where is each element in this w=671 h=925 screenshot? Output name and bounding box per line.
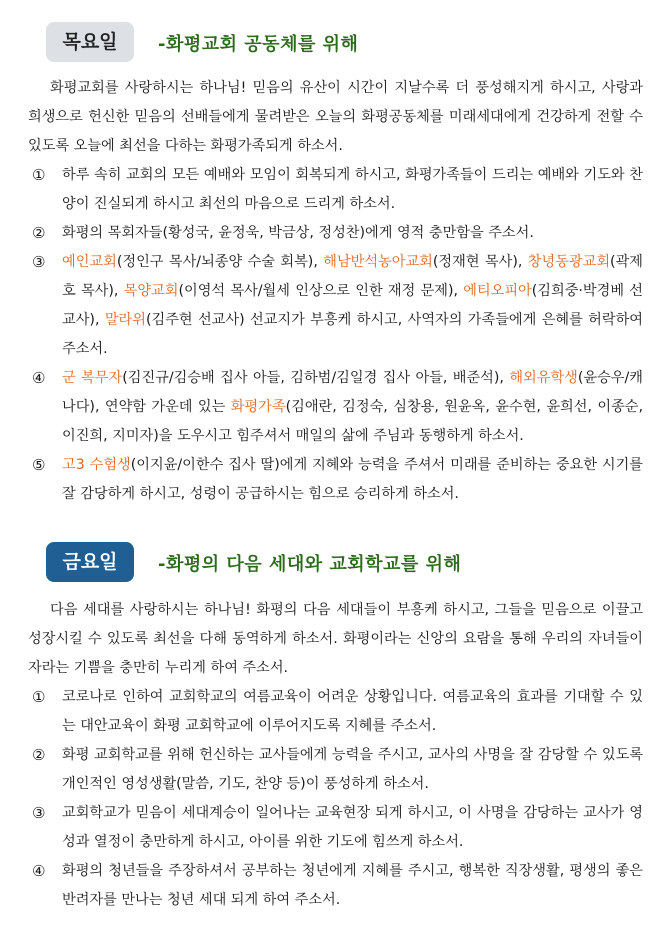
item-text: (정인구 목사/뇌종양 수술 회복), xyxy=(116,254,324,270)
item-text: (김진규/김승배 집사 아들, 김하범/김일경 집사 아들, 배준석), xyxy=(122,370,510,386)
highlighted-name: 창녕동광교회 xyxy=(527,254,611,270)
prayer-list xyxy=(28,683,643,915)
item-number: ④ xyxy=(32,862,46,880)
prayer-item xyxy=(28,364,643,451)
highlighted-name: 목양교회 xyxy=(123,283,179,299)
item-text: (이영석 목사/월세 인상으로 인한 재정 문제), xyxy=(178,283,464,299)
highlighted-name: 에티오피아 xyxy=(463,283,532,299)
item-text: (윤승우/캐나다), 연약함 가운데 있는 xyxy=(62,370,643,415)
item-text: 화평의 목회자들(황성국, 윤정욱, 박금상, 정성찬)에게 영적 충만함을 주소서. xyxy=(62,225,534,241)
thursday-section xyxy=(0,22,671,509)
section-title: -화평교회 공동체를 위해 xyxy=(158,34,359,55)
item-text: 교회학교가 믿음이 세대계승이 일어나는 교육현장 되게 하시고, 이 사명을 감당하는 교사가 영성과 열정이 충만하게 하시고, 아이를 위한 기도에 힘쓰게 하소서. xyxy=(62,805,643,850)
intro-paragraph: 화평교회를 사랑하시는 하나님! 믿음의 유산이 시간이 지날수록 더 풍성해지게 하시고, 사랑과 희생으로 헌신한 믿음의 선배들에게 물려받은 오늘의 화평공동체를 미래세대에게 건강하게 전할 수 있도록 오늘에 최선을 다하는 화평가족되게 하소서. xyxy=(28,80,643,154)
item-text: (곽제호 목사), xyxy=(62,254,643,299)
prayer-list xyxy=(28,161,643,509)
section-header xyxy=(0,542,671,586)
item-number: ④ xyxy=(32,369,46,387)
prayer-item xyxy=(28,248,643,364)
friday-section xyxy=(0,542,671,915)
item-text: (김희중·박경베 선교사), xyxy=(62,283,643,328)
item-number: ③ xyxy=(32,253,46,271)
highlighted-name: 해외유학생 xyxy=(509,370,578,386)
day-badge: 목요일 xyxy=(46,22,134,62)
item-text: 하루 속히 교회의 모든 예배와 모임이 회복되게 하시고, 화평가족들이 드리는 예배와 기도와 찬양이 진실되게 하시고 최선의 마음으로 드리게 하소서. xyxy=(62,167,643,212)
item-text: (김애란, 김정숙, 심창용, 원윤옥, 윤수현, 윤희선, 이종순, 이진희, 지미자)을 도우시고 힘주셔서 매일의 삶에 주님과 동행하게 하소서. xyxy=(62,399,643,444)
item-number: ② xyxy=(32,746,46,764)
item-text: 코로나로 인하여 교회학교의 여름교육이 어려운 상황입니다. 여름교육의 효과를 기대할 수 있는 대안교육이 화평 교회학교에 이루어지도록 지혜를 주소서. xyxy=(62,689,643,734)
prayer-item xyxy=(28,799,643,857)
highlighted-name: 예인교회 xyxy=(62,254,117,270)
item-number: ① xyxy=(32,688,46,706)
item-number: ③ xyxy=(32,804,46,822)
item-text: (정재현 목사), xyxy=(432,254,528,270)
day-badge: 금요일 xyxy=(46,542,134,582)
prayer-item xyxy=(28,683,643,741)
section-body xyxy=(0,74,671,509)
intro-paragraph: 다음 세대를 사랑하시는 하나님! 화평의 다음 세대들이 부흥케 하시고, 그들을 믿음으로 이끌고 성장시킬 수 있도록 최선을 다해 동역하게 하소서. 화평이라는 신앙의 요람을 통해 우리의 자녀들이 자라는 기쁨을 충만히 누리게 하여 주소서. xyxy=(28,602,643,676)
item-number: ① xyxy=(32,166,46,184)
prayer-item xyxy=(28,161,643,219)
item-text: (이지윤/이한수 집사 딸)에게 지혜와 능력을 주셔서 미래를 준비하는 중요한 시기를 잘 감당하게 하시고, 성령이 공급하시는 힘으로 승리하게 하소서. xyxy=(62,457,643,502)
section-title: -화평의 다음 세대와 교회학교를 위해 xyxy=(158,554,462,575)
highlighted-name: 말라위 xyxy=(104,312,146,328)
section-header xyxy=(0,22,671,66)
highlighted-name: 해남반석농아교회 xyxy=(323,254,433,270)
prayer-item xyxy=(28,857,643,915)
item-text: 화평 교회학교를 위해 헌신하는 교사들에게 능력을 주시고, 교사의 사명을 잘 감당할 수 있도록 개인적인 영성생활(말씀, 기도, 찬양 등)이 풍성하게 하소서. xyxy=(62,747,643,792)
item-text: (김주현 선교사) 선교지가 부흥케 하시고, 사역자의 가족들에게 은혜를 허락하여 주소서. xyxy=(62,312,643,357)
item-number: ⑤ xyxy=(32,456,46,474)
item-number: ② xyxy=(32,224,46,242)
section-body xyxy=(0,596,671,915)
item-text: 화평의 청년들을 주장하셔서 공부하는 청년에게 지혜를 주시고, 행복한 직장생활, 평생의 좋은 반려자를 만나는 청년 세대 되게 하여 주소서. xyxy=(62,863,643,908)
highlighted-name: 화평가족 xyxy=(230,399,286,415)
prayer-item xyxy=(28,741,643,799)
prayer-item xyxy=(28,219,643,248)
prayer-item xyxy=(28,451,643,509)
highlighted-name: 군 복무자 xyxy=(62,370,123,386)
highlighted-name: 고3 수험생 xyxy=(62,457,131,473)
